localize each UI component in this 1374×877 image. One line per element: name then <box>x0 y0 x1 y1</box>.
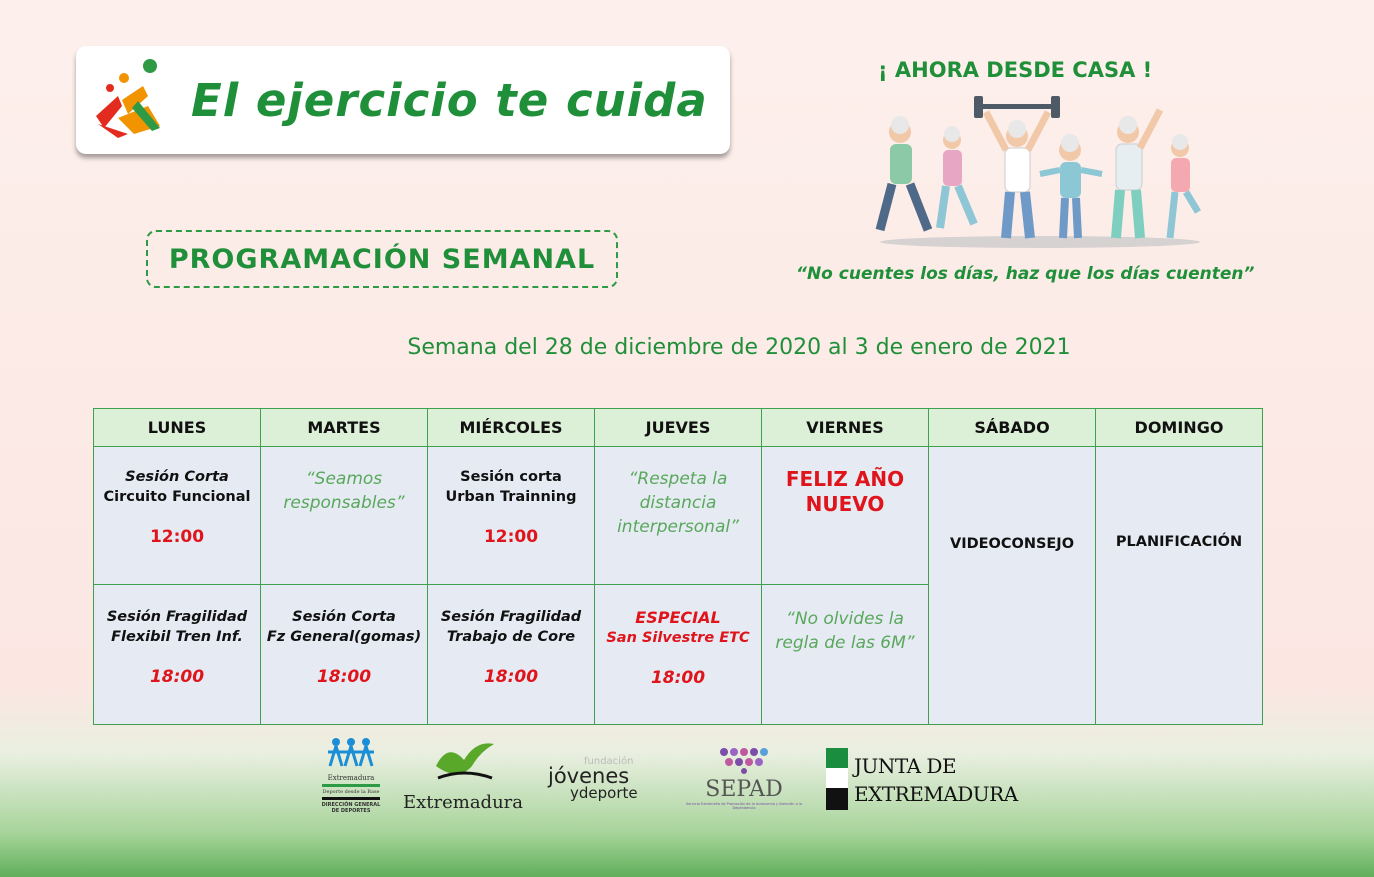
session-time: 18:00 <box>316 667 372 687</box>
divider <box>322 797 380 800</box>
domingo-activity: PLANIFICACIÓN <box>1115 533 1243 550</box>
session-time: 12:00 <box>483 527 539 547</box>
exercising-seniors-illustration <box>870 92 1210 252</box>
advice-quote: distancia <box>639 493 717 513</box>
sponsor-text: Extremadura <box>402 792 524 813</box>
advice-quote: regla de las 6M” <box>775 633 915 653</box>
session-time: 18:00 <box>483 667 539 687</box>
program-title: PROGRAMACIÓN SEMANAL <box>168 243 596 275</box>
flag-black-stripe <box>826 788 848 810</box>
sponsor-text: EXTREMADURA <box>854 782 1018 806</box>
program-title-box <box>146 230 618 288</box>
session-title: Sesión Fragilidad <box>440 609 582 625</box>
sponsor-text: JUNTA DE <box>854 754 957 778</box>
sponsor-text: Deporte desde la Base <box>322 789 380 795</box>
cell-martes-morning <box>261 447 428 585</box>
sabado-activity: VIDEOCONSEJO <box>949 535 1075 552</box>
tagline: ¡ AHORA DESDE CASA ! <box>878 58 1153 82</box>
cell-sabado <box>929 447 1096 725</box>
sponsor-text: fundación <box>584 756 634 767</box>
cell-martes-evening <box>261 585 428 725</box>
logo-figures-icon <box>88 56 168 141</box>
session-title: Sesión corta <box>460 469 562 485</box>
children-figures-icon <box>328 736 374 770</box>
cell-miercoles-morning <box>428 447 595 585</box>
cell-jueves-morning <box>595 447 762 585</box>
table-row <box>94 447 1263 585</box>
sponsor-fundacion-jovenes-deporte <box>548 756 672 802</box>
session-subtitle: Urban Trainning <box>445 489 577 505</box>
sponsor-text: DE DEPORTES <box>331 808 371 814</box>
advice-quote: “Respeta la <box>628 469 728 489</box>
session-title: Sesión Corta <box>125 469 229 485</box>
session-subtitle: Flexibil Tren Inf. <box>111 629 243 645</box>
day-header-jueves: JUEVES <box>595 409 762 447</box>
flag-green-stripe <box>826 748 848 768</box>
day-header-sabado: SÁBADO <box>929 409 1096 447</box>
logo-banner <box>76 46 730 154</box>
weekly-schedule-table <box>93 408 1263 725</box>
sponsor-text: Extremadura <box>327 774 375 782</box>
sepad-dots-icon <box>716 746 772 774</box>
day-header-domingo: DOMINGO <box>1096 409 1263 447</box>
day-header-martes: MARTES <box>261 409 428 447</box>
session-time: 18:00 <box>650 668 706 688</box>
cell-miercoles-evening <box>428 585 595 725</box>
special-session-subtitle: San Silvestre ETC <box>606 630 750 646</box>
bird-icon <box>428 738 498 788</box>
sponsor-text: jóvenes <box>548 764 630 788</box>
cell-viernes-morning <box>762 447 929 585</box>
divider <box>322 784 380 787</box>
sponsor-sepad <box>684 746 804 810</box>
cell-lunes-morning <box>94 447 261 585</box>
flag-white-stripe <box>826 768 848 788</box>
day-header-lunes: LUNES <box>94 409 261 447</box>
day-header-viernes: VIERNES <box>762 409 929 447</box>
app-title: El ejercicio te cuida <box>191 74 708 127</box>
session-subtitle: Fz General(gomas) <box>266 629 422 645</box>
sponsor-text: ydeporte <box>570 784 638 802</box>
session-subtitle: Circuito Funcional <box>103 489 251 505</box>
week-range: Semana del 28 de diciembre de 2020 al 3 de enero de 2021 <box>407 335 1071 360</box>
motivational-quote: “No cuentes los días, haz que los días cuenten” <box>796 264 1255 284</box>
sponsor-text: Servicio Extremeño de Promoción de la Autonomía y Atención a la Dependencia <box>685 802 803 810</box>
sponsor-deporte-extremadura <box>318 736 384 814</box>
session-title: Sesión Fragilidad <box>106 609 248 625</box>
sponsor-text: SEPAD <box>705 777 783 802</box>
sponsor-text: DIRECCIÓN GENERAL <box>321 802 381 808</box>
cell-jueves-evening <box>595 585 762 725</box>
cell-domingo <box>1096 447 1263 725</box>
advice-quote: “No olvides la <box>786 609 904 629</box>
cell-lunes-evening <box>94 585 261 725</box>
holiday-greeting: NUEVO <box>805 492 885 516</box>
cell-viernes-evening <box>762 585 929 725</box>
day-header-miercoles: MIÉRCOLES <box>428 409 595 447</box>
special-session-title: ESPECIAL <box>635 608 721 627</box>
session-title: Sesión Corta <box>292 609 396 625</box>
advice-quote: interpersonal” <box>617 517 739 537</box>
advice-quote: responsables” <box>283 493 405 513</box>
session-subtitle: Trabajo de Core <box>446 629 576 645</box>
sponsor-extremadura-tourism <box>402 738 524 813</box>
session-time: 12:00 <box>149 527 205 547</box>
table-header-row <box>94 409 1263 447</box>
session-time: 18:00 <box>149 667 205 687</box>
advice-quote: “Seamos <box>305 469 383 489</box>
holiday-greeting: FELIZ AÑO <box>785 467 905 491</box>
sponsor-logos <box>0 732 1374 832</box>
